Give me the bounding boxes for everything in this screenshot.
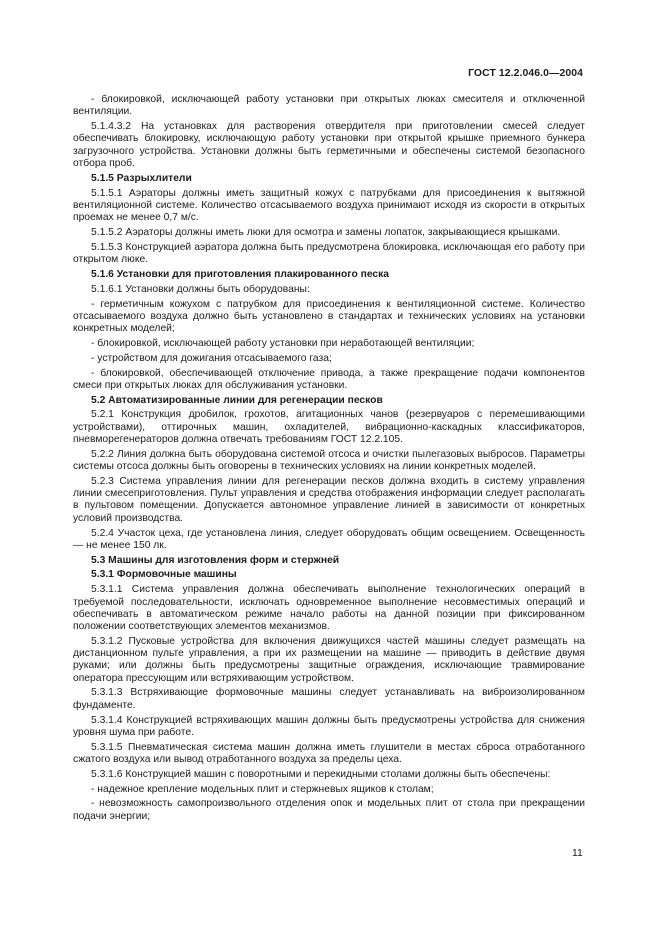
section-heading-5-3-1: 5.3.1 Формовочные машины [91, 569, 237, 581]
clause-5-1-5-3: 5.1.5.3 Конструкцией аэратора должна быть предусмотрена блокировка, исключающая его работу при открытом люке. [73, 241, 585, 265]
section-heading-5-3: 5.3 Машины для изготовления форм и стержней [91, 554, 340, 566]
clause-5-3-1-3: 5.3.1.3 Встряхивающие формовочные машины следует устанавливать на виброизолированном фундаменте. [73, 687, 585, 711]
section-heading-5-1-6: 5.1.6 Установки для приготовления плакированного песка [91, 268, 390, 280]
clause-5-3-1-4: 5.3.1.4 Конструкцией встряхивающих машин должны быть предусмотрены устройства для снижения уровня шума при работе. [73, 714, 585, 738]
clause-5-3-1-2: 5.3.1.2 Пусковые устройства для включения движущихся частей машины следует размещать на дистанционном пульте управления, а при их размещении на машине — приводить в действие двумя руками; или должны быть предусмотрены защитные ограждения, исключающие травмирование оператора прессующим или встряхивающим устройством. [73, 635, 585, 684]
section-heading-5-1-5: 5.1.5 Разрыхлители [91, 172, 192, 184]
clause-5-1-6-1: 5.1.6.1 Установки должны быть оборудованы: [91, 283, 310, 295]
document-code-header: ГОСТ 12.2.046.0—2004 [468, 68, 583, 79]
paragraph-bullet-blocking-mixer: - блокировкой, исключающей работу установки при открытых люках смесителя и отключенной вентиляции. [73, 94, 585, 118]
clause-5-3-1-6: 5.3.1.6 Конструкцией машин с поворотными и перекидными столами должны быть обеспечены: [91, 768, 551, 780]
list-item-hermetic-casing: - герметичным кожухом с патрубком для присоединения к вентиляционной системе. Количество отсасываемого воздуха должно быть установлено в стандартах и технических условиях на установки конкретных моделей; [73, 298, 585, 334]
list-item-model-plate-fixing: - надежное крепление модельных плит и стержневых ящиков к столам; [91, 783, 434, 795]
list-item-gas-afterburner: - устройством для дожигания отсасываемого газа; [91, 352, 332, 364]
clause-5-2-3: 5.2.3 Система управления линии для регенерации песков должна входить в систему управления линии смесеприготовления. Пульт управления и средства отображения информации следует располагать в пультовом помещении. Допускается автономное управление линией в зависимости от конкретных условий производства. [73, 475, 585, 524]
list-item-ventilation-blocking: - блокировкой, исключающей работу установки при неработающей вентиляции; [91, 337, 475, 349]
clause-5-2-2: 5.2.2 Линия должна быть оборудована системой отсоса и очистки пылегазовых выбросов. Параметры системы отсоса должны быть оговорены в технических условиях на линии конкретных моделей. [73, 448, 585, 473]
clause-5-3-1-1: 5.3.1.1 Система управления должна обеспечивать выполнение технологических операций в требуемой последовательности, исключать одновременное выполнение несовместимых операций и обеспечивать в автоматическом режиме начало работы на данной позиции при фиксированном положении соответствующих элементов механизмов. [73, 584, 585, 633]
clause-5-3-1-5: 5.3.1.5 Пневматическая система машин должна иметь глушители в местах сброса отработанного сжатого воздуха или вывод отработанного воздуха за пределы цеха. [73, 741, 585, 765]
clause-5-1-5-1: 5.1.5.1 Аэраторы должны иметь защитный кожух с патрубками для присоединения к вытяжной вентиляционной системе. Количество отсасываемого воздуха принимают исходя из скорости в открытых проемах не менее 0,7 м/с. [73, 187, 585, 224]
page-number: 11 [572, 848, 583, 859]
clause-5-1-5-2: 5.1.5.2 Аэраторы должны иметь люки для осмотра и замены лопаток, закрывающиеся крышками. [91, 226, 561, 238]
clause-5-1-4-3-2: 5.1.4.3.2 На установках для растворения отвердителя при приготовлении смесей следует обеспечивать блокировку, исключающую работу установки при открытой крышке приемного бункера загрузочного устройства. Установки должны быть герметичными и обеспечены системой безопасного отбора проб. [73, 121, 585, 169]
list-item-drive-shutdown-blocking: - блокировкой, обеспечивающей отключение привода, а также прекращение подачи компонентов смеси при открытых люках для обслуживания установки. [73, 367, 585, 391]
list-item-flask-separation: - невозможность самопроизвольного отделения опок и модельных плит от стола при прекращении подачи энергии; [73, 798, 585, 822]
document-body [73, 94, 585, 823]
clause-5-2-4: 5.2.4 Участок цеха, где установлена линия, следует оборудовать общим освещением. Освещенность — не менее 150 лк. [73, 527, 585, 551]
section-heading-5-2: 5.2 Автоматизированные линии для регенерации песков [91, 394, 383, 406]
clause-5-2-1: 5.2.1 Конструкция дробилок, грохотов, агитационных чанов (резервуаров с перемешивающими устройствами), оттирочных машин, охладителей, вибрационно-каскадных классификаторов, пневморегенераторов должна отвечать требованиям ГОСТ 12.2.105. [73, 409, 585, 445]
